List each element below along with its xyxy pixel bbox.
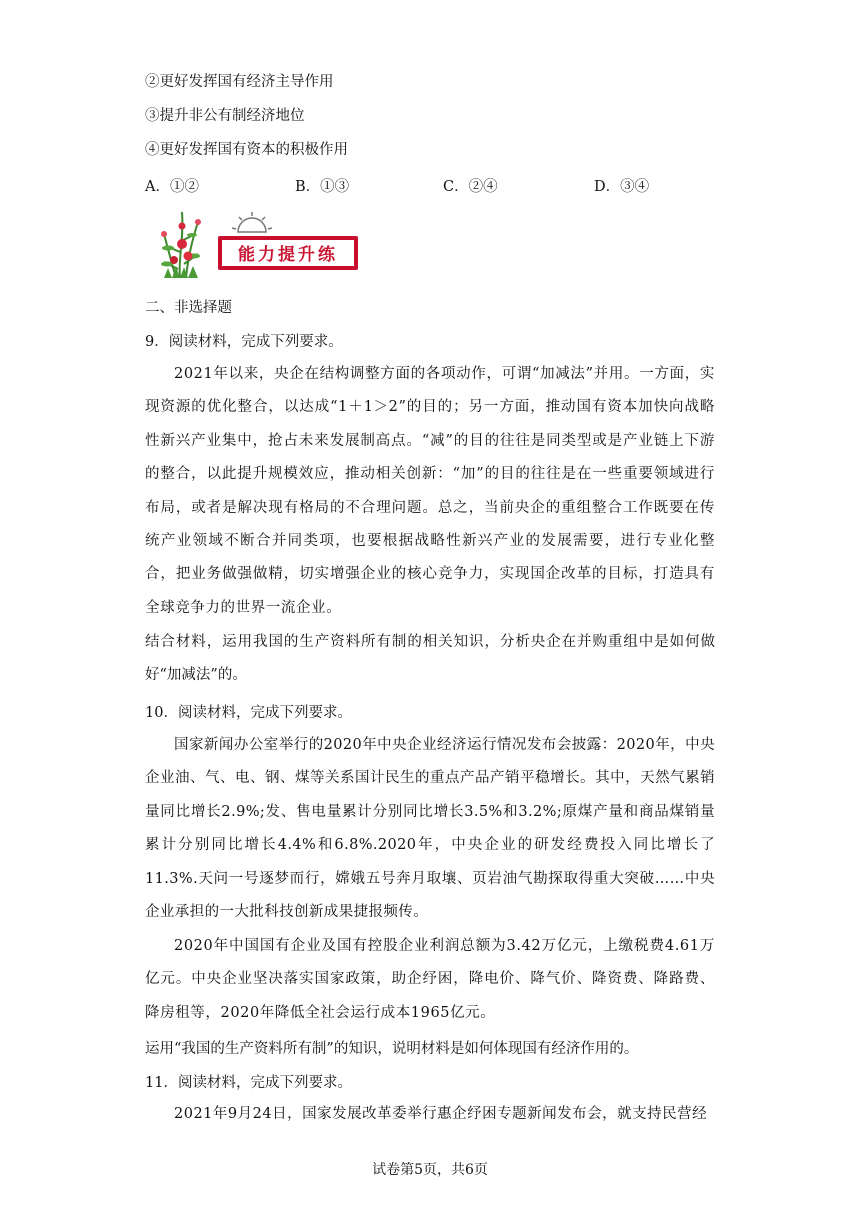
section-title: 二、非选择题: [145, 300, 232, 316]
option-line-3: ③提升非公有制经济地位: [145, 108, 305, 124]
ability-practice-badge: [158, 204, 364, 280]
q10-stem: 10．阅读材料，完成下列要求。: [145, 705, 352, 721]
answer-choices: [145, 175, 715, 195]
q9-question: 结合材料，运用我国的生产资料所有制的相关知识，分析央企在并购重组中是如何做好“加减法”的。: [145, 634, 715, 684]
q10-material-2: 2020年中国国有企业及国有控股企业利润总额为3.42万亿元，上缴税费4.61万亿元。中央企业坚决落实国家政策，助企纾困，降电价、降气价、降资费、降路费、降房租等，2020年降低全社会运行成本1965亿元。: [145, 938, 715, 1021]
q10-question: 运用“我国的生产资料所有制”的知识，说明材料是如何体现国有经济作用的。: [145, 1041, 639, 1057]
q10-material-1: 国家新闻办公室举行的2020年中央企业经济运行情况发布会披露：2020年，中央企业油、气、电、钢、煤等关系国计民生的重点产品产销平稳增长。其中，天然气累销量同比增长2.9%;发、售电量累计分别同比增长3.5%和3.2%;原煤产量和商品煤销量累计分别同比增长4.4%和6.8%.2020年，中央企业的研发经费投入同比增长了11.3%.天问一号逐梦而行，嫦娥五号奔月取壤、页岩油气勘探取得重大突破……中央企业承担的一大批科技创新成果捷报频传。: [145, 737, 715, 921]
choice-d[interactable]: D．③④: [594, 179, 650, 195]
q9-material: 2021年以来，央企在结构调整方面的各项动作，可谓“加减法”并用。一方面，实现资源的优化整合，以达成“1＋1＞2”的目的；另一方面，推动国有资本加快向战略性新兴产业集中，抢占未来发展制高点。“减”的目的往往是同类型或是产业链上下游的整合，以此提升规模效应，推动相关创新：“加”的目的往往是在一些重要领域进行布局，或者是解决现有格局的不合理问题。总之，当前央企的重组整合工作既要在传统产业领域不断合并同类项，也要根据战略性新兴产业的发展需要，进行专业化整合，把业务做强做精，切实增强企业的核心竞争力，实现国企改革的目标，打造具有全球竞争力的世界一流企业。: [145, 366, 715, 616]
sun-icon: [232, 212, 272, 232]
q11-material: 2021年9月24日，国家发展改革委举行惠企纾困专题新闻发布会，就支持民营经: [174, 1106, 708, 1122]
option-line-4: ④更好发挥国有资本的积极作用: [145, 142, 348, 158]
option-line-2: ②更好发挥国有经济主导作用: [145, 74, 334, 90]
choice-b[interactable]: B．①③: [295, 179, 350, 195]
badge-label: 能力提升练: [238, 245, 338, 265]
page-footer: 试卷第5页，共6页: [372, 1162, 488, 1178]
choice-a[interactable]: A．①②: [145, 179, 199, 195]
q11-stem: 11．阅读材料，完成下列要求。: [145, 1075, 352, 1091]
q9-stem: 9．阅读材料，完成下列要求。: [145, 334, 343, 350]
choice-c[interactable]: C．②④: [443, 179, 498, 195]
flower-icon: [158, 204, 364, 280]
